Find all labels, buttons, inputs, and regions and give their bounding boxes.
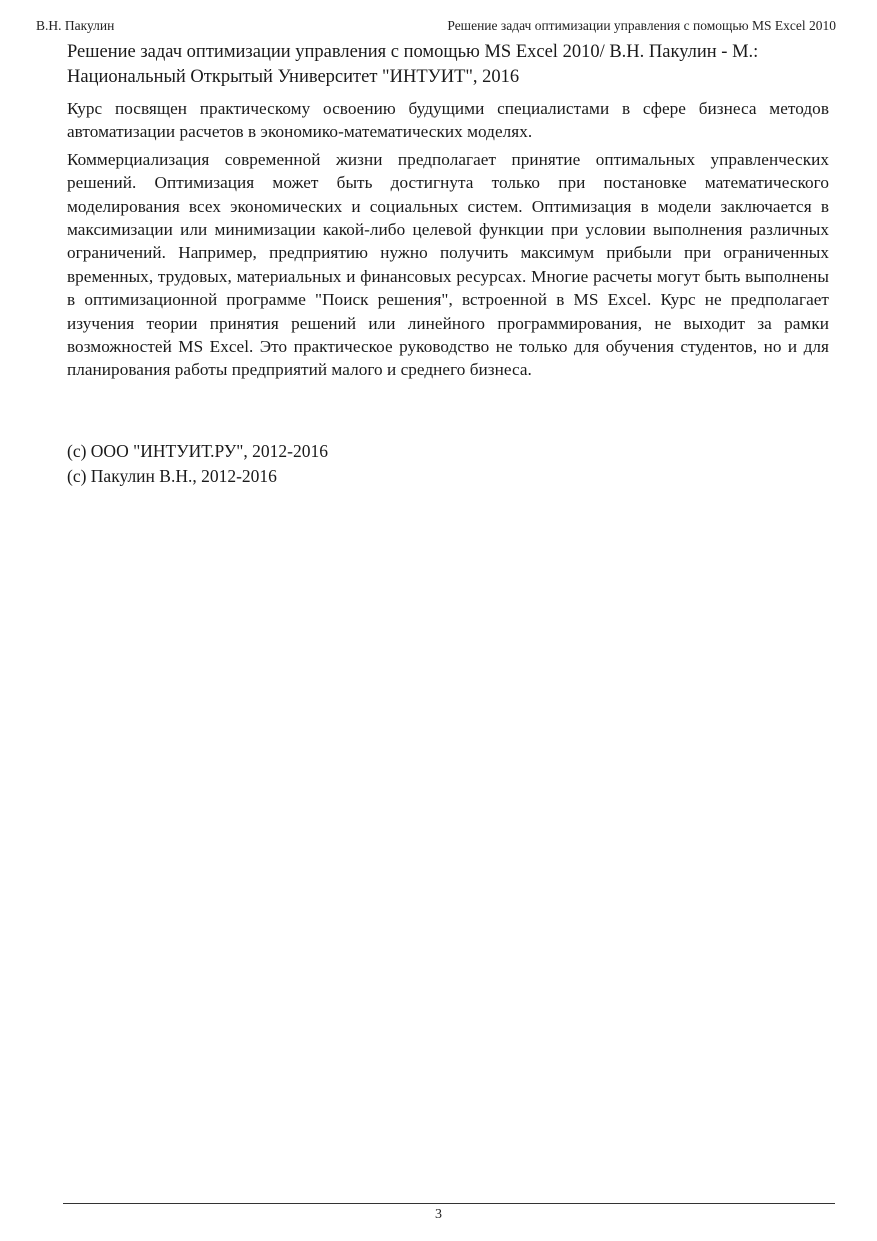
page-number: 3 (435, 1207, 442, 1222)
citation-line-2: Национальный Открытый Университет "ИНТУИТ", 2016 (67, 67, 520, 87)
course-description (67, 97, 829, 386)
bibliographic-citation (67, 40, 837, 90)
description-paragraph-1: Курс посвящен практическому освоению будущими специалистами в сфере бизнеса методов автоматизации расчетов в экономико-математических моделях. (67, 99, 829, 142)
description-paragraph-2: Коммерциализация современной жизни предполагает принятие оптимальных управленческих решений. Оптимизация может быть достигнута только при постановке математического моделирования всех экономических и социальных систем. Оптимизация в модели заключается в максимизации или минимизации какой-либо целевой функции при условии выполнения различных ограничений. Например, предприятию нужно получить максимум прибыли при ограниченных временных, трудовых, материальных и финансовых ресурсах. Многие расчеты могут быть выполнены в оптимизационной программе "Поиск решения", встроенной в MS Excel. Курс не предполагает изучения теории принятия решений или линейного программирования, не выходит за рамки возможностей MS Excel. Это практическое руководство не только для обучения студентов, но и для планирования работы предприятий малого и среднего бизнеса. (67, 149, 829, 380)
copyright-block (67, 439, 827, 489)
running-header (36, 16, 836, 36)
header-author: В.Н. Пакулин (36, 18, 115, 33)
citation-line-1: Решение задач оптимизации управления с помощью MS Excel 2010/ В.Н. Пакулин - М.: (67, 42, 759, 62)
header-course-title: Решение задач оптимизации управления с помощью MS Excel 2010 (447, 18, 836, 33)
footer-divider (63, 1203, 835, 1204)
copyright-line-2: (с) Пакулин В.Н., 2012-2016 (67, 466, 277, 486)
copyright-line-1: (с) ООО "ИНТУИТ.РУ", 2012-2016 (67, 441, 328, 461)
